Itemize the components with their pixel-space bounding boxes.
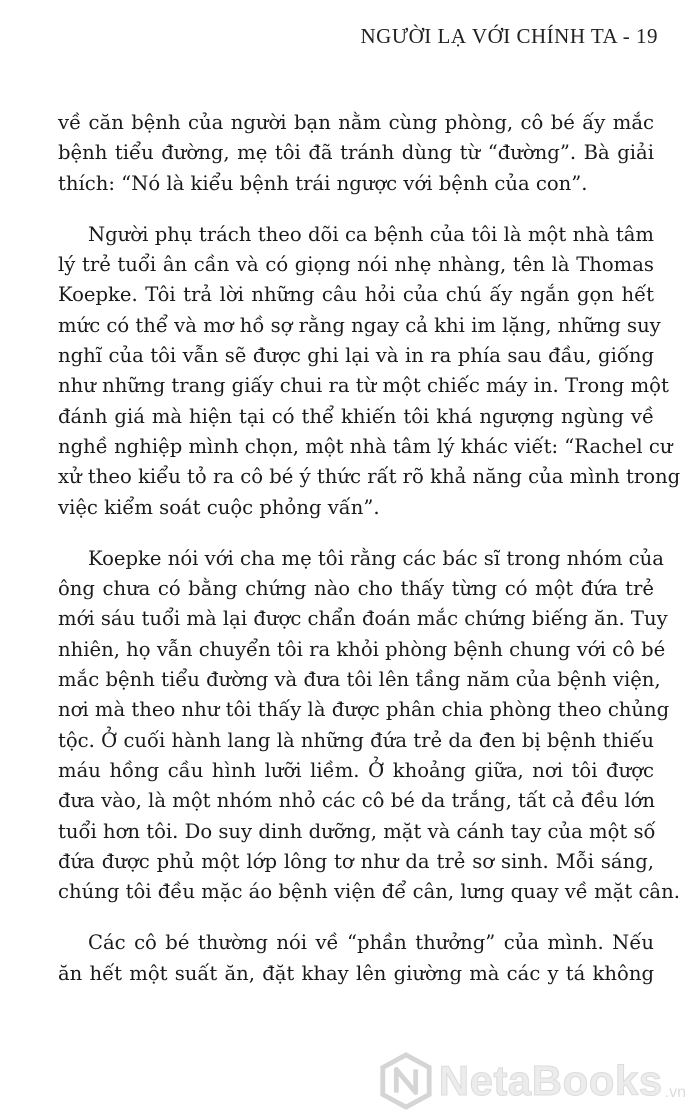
netabooks-logo-icon <box>377 1052 435 1110</box>
text-line: xử theo kiểu tỏ ra cô bé ý thức rất rõ khả năng của mình trong <box>58 465 681 489</box>
text-line: về căn bệnh của người bạn nằm cùng phòng, cô bé ấy mắc <box>58 111 654 134</box>
text-line: lý trẻ tuổi ân cần và có giọng nói nhẹ nhàng, tên là Thomas <box>58 253 654 277</box>
text-line: mới sáu tuổi mà lại được chẩn đoán mắc chứng biếng ăn. Tuy <box>58 607 668 631</box>
text-line: Các cô bé thường nói về “phần thưởng” của mình. Nếu <box>88 931 654 955</box>
text-line: nhiên, họ vẫn chuyển tôi ra khỏi phòng bệnh chung với cô bé <box>58 637 666 661</box>
text-line: ông chưa có bằng chứng nào cho thấy từng có một đứa trẻ <box>58 577 654 601</box>
text-line: mức có thể và mơ hồ sợ rằng ngay cả khi im lặng, những suy <box>58 313 661 337</box>
text-line: máu hồng cầu hình lưỡi liềm. Ở khoảng giữa, nơi tôi được <box>58 758 654 782</box>
body-text <box>58 108 681 1010</box>
text-line: việc kiểm soát cuộc phỏng vấn”. <box>58 495 380 519</box>
text-line: tộc. Ở cuối hành lang là những đứa trẻ da đen bị bệnh thiếu <box>58 728 654 752</box>
text-line: nghĩ của tôi vẫn sẽ được ghi lại và in ra phía sau đầu, giống <box>58 344 654 368</box>
text-line: như những trang giấy chui ra từ một chiếc máy in. Trong một <box>58 374 669 398</box>
text-line: thích: “Nó là kiểu bệnh trái ngược với bệnh của con”. <box>58 171 588 195</box>
text-line: Koepke nói với cha mẹ tôi rằng các bác sĩ trong nhóm của <box>88 546 664 570</box>
text-line: nơi mà theo như tôi thấy là được phân chia phòng theo chủng <box>58 698 670 722</box>
text-line: đánh giá mà hiện tại có thể khiến tôi khá ngượng ngùng về <box>58 404 654 428</box>
text-line: ăn hết một suất ăn, đặt khay lên giường mà các y tá không <box>58 961 654 985</box>
text-line: tuổi hơn tôi. Do suy dinh dưỡng, mặt và cánh tay của một số <box>58 819 656 843</box>
text-line: Người phụ trách theo dõi ca bệnh của tôi là một nhà tâm <box>88 222 654 246</box>
watermark-brand: NetaBooks <box>438 1057 663 1104</box>
text-line: bệnh tiểu đường, mẹ tôi đã tránh dùng từ “đường”. Bà giải <box>58 141 654 165</box>
text-line: Koepke. Tôi trả lời những câu hỏi của chú ấy ngắn gọn hết <box>58 283 654 307</box>
text-line: nghề nghiệp mình chọn, một nhà tâm lý khác viết: “Rachel cư <box>58 434 673 458</box>
text-line: chúng tôi đều mặc áo bệnh viện để cân, lưng quay về mặt cân. <box>58 880 680 904</box>
paragraph-1 <box>58 108 654 199</box>
paragraph-3 <box>58 544 680 908</box>
text-line: đứa được phủ một lớp lông tơ như da trẻ sơ sinh. Mỗi sáng, <box>58 849 654 873</box>
running-header: NGƯỜI LẠ VỚI CHÍNH TA - 19 <box>360 24 658 48</box>
watermark <box>377 1052 686 1110</box>
paragraph-2 <box>58 220 681 523</box>
text-line: mắc bệnh tiểu đường và đưa tôi lên tầng năm của bệnh viện, <box>58 668 661 692</box>
text-line: đưa vào, là một nhóm nhỏ các cô bé da trắng, tất cả đều lớn <box>58 789 656 813</box>
watermark-suffix: .vn <box>664 1084 686 1101</box>
paragraph-4 <box>58 928 654 989</box>
